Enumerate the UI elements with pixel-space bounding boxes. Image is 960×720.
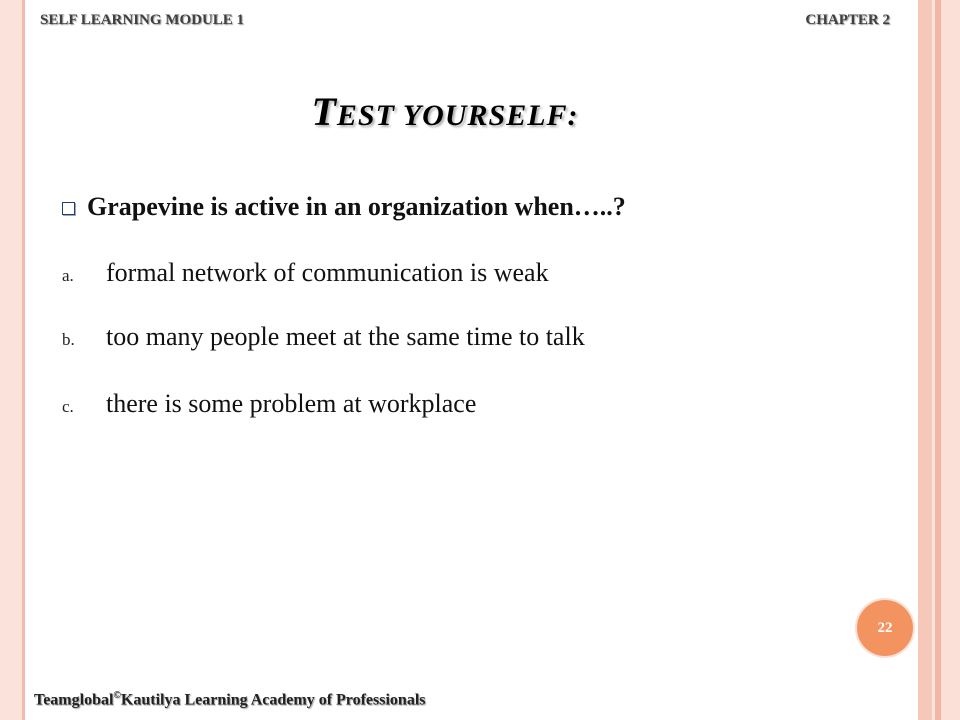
title-rest: EST YOURSELF: [336, 99, 579, 132]
slide-title [0, 88, 890, 135]
footer-credit [34, 690, 426, 709]
right-border-stripe [918, 0, 932, 720]
question-text: Grapevine is active in an organization when…..? [87, 192, 626, 221]
page-number-badge: 22 [857, 600, 913, 656]
option-a [62, 258, 549, 288]
option-b [62, 322, 585, 352]
option-text: too many people meet at the same time to talk [106, 322, 585, 351]
copyright-symbol: © [113, 690, 121, 701]
option-text: formal network of communication is weak [106, 258, 549, 287]
option-text: there is some problem at workplace [106, 389, 477, 418]
header-module-label: SELF LEARNING MODULE 1 [40, 12, 245, 28]
title-first-letter: T [311, 89, 337, 134]
question [62, 192, 626, 222]
footer-suffix: Kautilya Learning Academy of Professionals [120, 691, 426, 709]
option-letter: c. [62, 397, 74, 416]
footer-prefix: Teamglobal [34, 691, 114, 709]
header-chapter-label: CHAPTER 2 [805, 12, 890, 28]
right-border-edge [941, 0, 960, 720]
checkbox-bullet-icon [62, 202, 75, 215]
option-c [62, 389, 476, 419]
option-letter: b. [62, 330, 75, 349]
option-letter: a. [62, 266, 74, 285]
